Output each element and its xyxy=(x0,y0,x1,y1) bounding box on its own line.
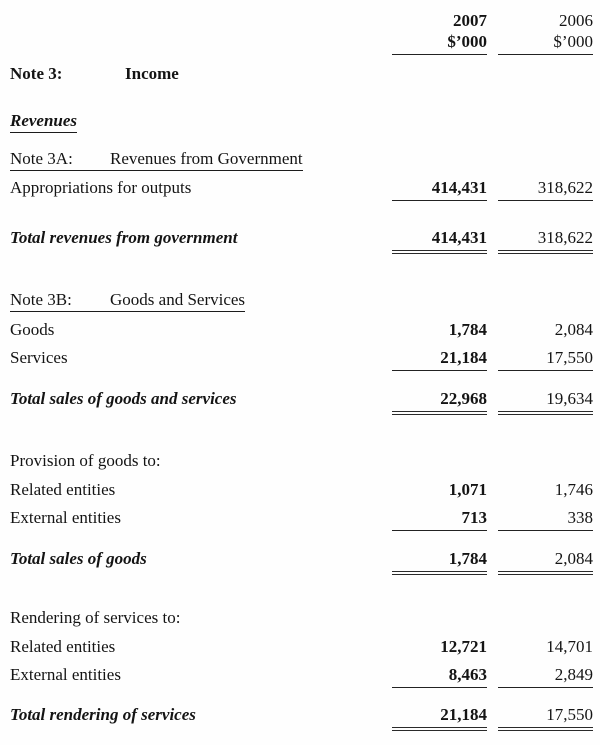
row-label: Related entities xyxy=(10,480,116,499)
row-label: Related entities xyxy=(10,637,116,656)
amount-2007: 12,721 xyxy=(440,637,487,656)
total-amount-2007: 21,184 xyxy=(392,704,487,731)
table-row-goods-related-entities xyxy=(10,479,593,500)
note3b-heading xyxy=(10,289,593,312)
table-row-goods xyxy=(10,319,593,340)
subheading-text: Provision of goods to: xyxy=(10,451,161,470)
note-title xyxy=(10,63,593,84)
column-unit-header-row xyxy=(10,31,593,55)
note-title-number: Note 3: xyxy=(10,64,63,83)
note3a-heading xyxy=(10,148,593,171)
row-label: Appropriations for outputs xyxy=(10,178,192,197)
table-row-goods-external-entities xyxy=(10,507,593,531)
table-row-services xyxy=(10,347,593,371)
table-row-total-rendering-services xyxy=(10,704,593,731)
total-row-label: Total sales of goods xyxy=(10,549,147,568)
total-row-label: Total rendering of services xyxy=(10,705,196,724)
amount-2006: 338 xyxy=(498,507,593,531)
amount-2006: 17,550 xyxy=(498,347,593,371)
total-amount-2006: 19,634 xyxy=(498,388,593,415)
column-unit-2006: $’000 xyxy=(498,31,593,55)
amount-2006: 14,701 xyxy=(546,637,593,656)
revenues-section-heading xyxy=(10,110,593,133)
amount-2007: 8,463 xyxy=(392,664,487,688)
note-title-label: Income xyxy=(125,64,179,83)
note3b-label: Goods and Services xyxy=(110,290,246,309)
row-label: Goods xyxy=(10,320,55,339)
amount-2007: 1,071 xyxy=(448,480,487,499)
table-row-total-revenues-government xyxy=(10,227,593,254)
total-amount-2007: 22,968 xyxy=(392,388,487,415)
amount-2006: 318,622 xyxy=(498,177,593,201)
row-label: Services xyxy=(10,348,68,367)
amount-2007: 414,431 xyxy=(392,177,487,201)
row-label: External entities xyxy=(10,508,121,527)
total-amount-2006: 318,622 xyxy=(498,227,593,254)
amount-2006: 1,746 xyxy=(554,480,593,499)
table-row-total-sales-goods xyxy=(10,548,593,575)
table-row-services-external-entities xyxy=(10,664,593,688)
column-unit-2007: $’000 xyxy=(392,31,487,55)
total-row-label: Total revenues from government xyxy=(10,228,238,247)
row-label: External entities xyxy=(10,665,121,684)
table-row-appropriations xyxy=(10,177,593,201)
column-header-2006: 2006 xyxy=(559,11,593,30)
revenues-heading-text: Revenues xyxy=(10,110,77,133)
note3a-label: Revenues from Government xyxy=(110,149,303,168)
amount-2006: 2,084 xyxy=(554,320,593,339)
note3b-number: Note 3B: xyxy=(10,290,72,309)
total-amount-2006: 17,550 xyxy=(498,704,593,731)
total-amount-2007: 414,431 xyxy=(392,227,487,254)
amount-2007: 1,784 xyxy=(448,320,487,339)
note3a-number: Note 3A: xyxy=(10,149,73,168)
total-amount-2006: 2,084 xyxy=(498,548,593,575)
amount-2006: 2,849 xyxy=(498,664,593,688)
column-header-2007: 2007 xyxy=(453,11,487,30)
column-year-header-row xyxy=(10,10,593,31)
amount-2007: 21,184 xyxy=(392,347,487,371)
total-row-label: Total sales of goods and services xyxy=(10,389,237,408)
goods-breakdown-heading xyxy=(10,450,593,471)
table-row-services-related-entities xyxy=(10,636,593,657)
services-breakdown-heading xyxy=(10,607,593,628)
subheading-text: Rendering of services to: xyxy=(10,608,181,627)
total-amount-2007: 1,784 xyxy=(392,548,487,575)
table-row-total-sales-goods-services xyxy=(10,388,593,415)
amount-2007: 713 xyxy=(392,507,487,531)
